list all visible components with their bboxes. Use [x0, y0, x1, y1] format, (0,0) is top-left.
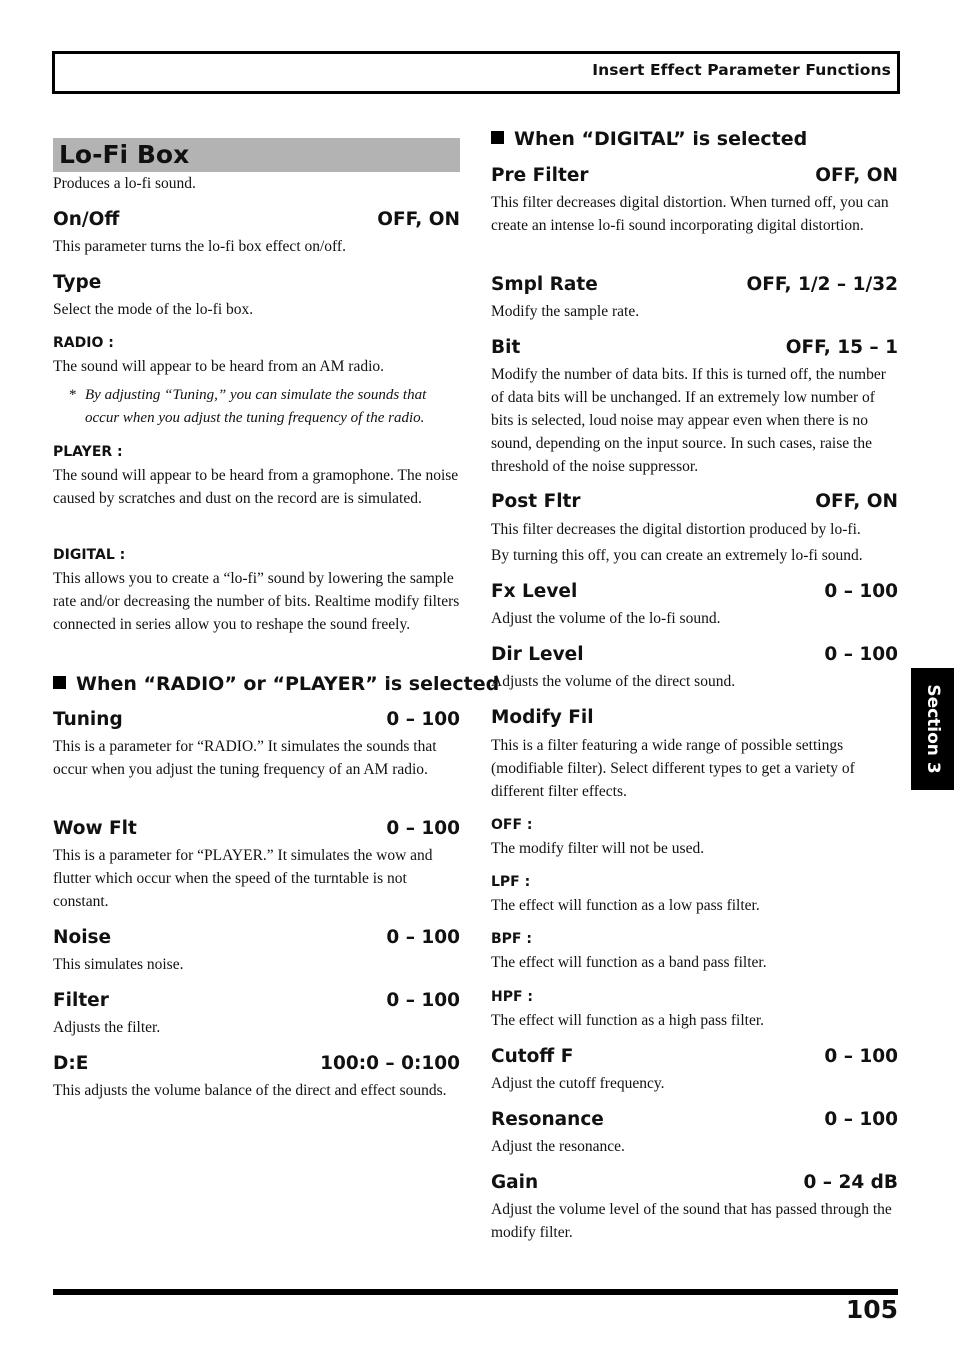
square-bullet-icon: [53, 676, 66, 689]
param-desc: This is a filter featuring a wide range of possible settings (modifiable filter). Select different types to get a variety of different filter effects.: [491, 737, 855, 800]
param-name: Gain: [491, 1172, 539, 1193]
mode-label-player: PLAYER :: [53, 444, 123, 460]
param-range: 0 – 100: [386, 818, 460, 839]
param-desc: Adjust the volume level of the sound that has passed through the modify filter.: [491, 1201, 892, 1241]
param-heading-smplrate: [491, 273, 898, 297]
mode-desc-lpf: The effect will function as a low pass filter.: [491, 897, 760, 914]
subsection-heading-digital: [491, 127, 898, 151]
param-range: 0 – 100: [824, 581, 898, 602]
param-desc: Adjust the resonance.: [491, 1138, 625, 1155]
section-intro: Produces a lo-fi sound.: [53, 175, 196, 192]
param-name: Cutoff F: [491, 1046, 574, 1067]
param-range: OFF, 1/2 – 1/32: [746, 274, 898, 295]
param-desc: Modify the number of data bits. If this is turned off, the number of data bits will be unchanged. If an extremely low number of bits is selected, loud noise may appear even when there is no sound, depending on the input source. In such cases, raise the threshold of the noise suppressor.: [491, 366, 886, 475]
param-heading-postfltr: [491, 490, 898, 514]
param-name: Resonance: [491, 1109, 604, 1130]
param-desc: This simulates noise.: [53, 956, 184, 973]
param-range: 0 – 100: [824, 644, 898, 665]
param-name: Modify Fil: [491, 707, 594, 728]
param-name: Type: [53, 272, 102, 293]
param-heading-cutoff: [491, 1045, 898, 1069]
param-name: Pre Filter: [491, 165, 589, 186]
param-desc: This adjusts the volume balance of the direct and effect sounds.: [53, 1082, 447, 1099]
param-name: Filter: [53, 990, 109, 1011]
param-name: Wow Flt: [53, 818, 137, 839]
param-heading-onoff: [53, 208, 460, 232]
param-range: 100:0 – 0:100: [320, 1053, 460, 1074]
param-heading-bit: [491, 336, 898, 360]
section-title: Lo-Fi Box: [59, 140, 190, 169]
param-range: 0 – 100: [824, 1046, 898, 1067]
running-header: [52, 51, 900, 94]
mode-desc-player: The sound will appear to be heard from a gramophone. The noise caused by scratches and dust on the record are is simulated.: [53, 467, 459, 507]
page-number: 105: [845, 1295, 898, 1324]
param-desc: By turning this off, you can create an extremely lo-fi sound.: [491, 547, 863, 564]
mode-label-bpf: BPF :: [491, 931, 532, 947]
param-desc: This parameter turns the lo-fi box effect on/off.: [53, 238, 346, 255]
param-desc: This is a parameter for “PLAYER.” It simulates the wow and flutter which occur when the speed of the turntable is not constant.: [53, 847, 433, 910]
mode-desc-hpf: The effect will function as a high pass filter.: [491, 1012, 765, 1029]
param-name: Tuning: [53, 709, 123, 730]
mode-label-digital: DIGITAL :: [53, 547, 126, 563]
mode-label-off: OFF :: [491, 817, 533, 833]
param-range: OFF, ON: [815, 491, 898, 512]
param-desc: This filter decreases the digital distortion produced by lo-fi.: [491, 521, 861, 538]
param-heading-resonance: [491, 1108, 898, 1132]
param-desc: Select the mode of the lo-fi box.: [53, 301, 254, 318]
param-range: OFF, ON: [815, 165, 898, 186]
param-heading-fxlevel: [491, 580, 898, 604]
param-heading-wowflt: [53, 817, 460, 841]
param-desc: This is a parameter for “RADIO.” It simulates the sounds that occur when you adjust the tuning frequency of an AM radio.: [53, 738, 437, 778]
param-range: 0 – 100: [386, 990, 460, 1011]
subsection-heading-text: When “RADIO” or “PLAYER” is selected: [76, 673, 500, 695]
mode-desc-digital: This allows you to create a “lo-fi” sound by lowering the sample rate and/or decreasing the number of bits. Realtime modify filters connected in series allow you to reshape the sound freely.: [53, 570, 460, 633]
param-name: Post Fltr: [491, 491, 581, 512]
param-heading-gain: [491, 1171, 898, 1195]
mode-desc-off: The modify filter will not be used.: [491, 840, 705, 857]
param-heading-de: [53, 1052, 460, 1076]
note-asterisk: *: [69, 387, 77, 403]
param-desc: Adjust the volume of the lo-fi sound.: [491, 610, 721, 627]
left-column: [53, 0, 500, 1099]
param-name: Bit: [491, 337, 521, 358]
param-name: Smpl Rate: [491, 274, 598, 295]
section-title-bar: [53, 138, 460, 172]
param-name: Dir Level: [491, 644, 584, 665]
param-name: D:E: [53, 1053, 89, 1074]
param-desc: Adjusts the volume of the direct sound.: [491, 673, 736, 690]
mode-desc-bpf: The effect will function as a band pass filter.: [491, 954, 767, 971]
param-range: 0 – 100: [386, 927, 460, 948]
param-desc: This filter decreases digital distortion. When turned off, you can create an intense lo-fi sound incorporating digital distortion.: [491, 194, 889, 234]
square-bullet-icon: [491, 131, 504, 144]
param-range: OFF, ON: [377, 209, 460, 230]
param-heading-prefilter: [491, 164, 898, 188]
param-range: 0 – 100: [386, 709, 460, 730]
header-title: Insert Effect Parameter Functions: [592, 61, 891, 79]
mode-label-radio: RADIO :: [53, 335, 114, 351]
param-heading-dirlevel: [491, 643, 898, 667]
section-side-tab: [911, 668, 954, 790]
subsection-heading-radio-player: [53, 672, 500, 696]
subsection-heading-text: When “DIGITAL” is selected: [514, 128, 808, 150]
radio-note: [53, 384, 460, 430]
param-range: 0 – 24 dB: [803, 1172, 898, 1193]
mode-desc-radio: The sound will appear to be heard from an AM radio.: [53, 358, 385, 375]
param-heading-modifyfil: [491, 706, 898, 730]
param-heading-noise: [53, 926, 460, 950]
footer-rule: [53, 1289, 898, 1295]
param-range: OFF, 15 – 1: [785, 337, 898, 358]
param-name: Noise: [53, 927, 112, 948]
param-heading-filter: [53, 989, 460, 1013]
param-desc: Modify the sample rate.: [491, 303, 640, 320]
param-heading-type: [53, 271, 460, 295]
param-desc: Adjusts the filter.: [53, 1019, 161, 1036]
param-name: On/Off: [53, 209, 120, 230]
note-text: By adjusting “Tuning,” you can simulate the sounds that occur when you adjust the tuning frequency of the radio.: [85, 387, 427, 426]
param-heading-tuning: [53, 708, 460, 732]
side-tab-label: Section 3: [922, 684, 943, 774]
mode-label-lpf: LPF :: [491, 874, 531, 890]
param-range: 0 – 100: [824, 1109, 898, 1130]
param-desc: Adjust the cutoff frequency.: [491, 1075, 665, 1092]
mode-label-hpf: HPF :: [491, 989, 534, 1005]
param-name: Fx Level: [491, 581, 578, 602]
